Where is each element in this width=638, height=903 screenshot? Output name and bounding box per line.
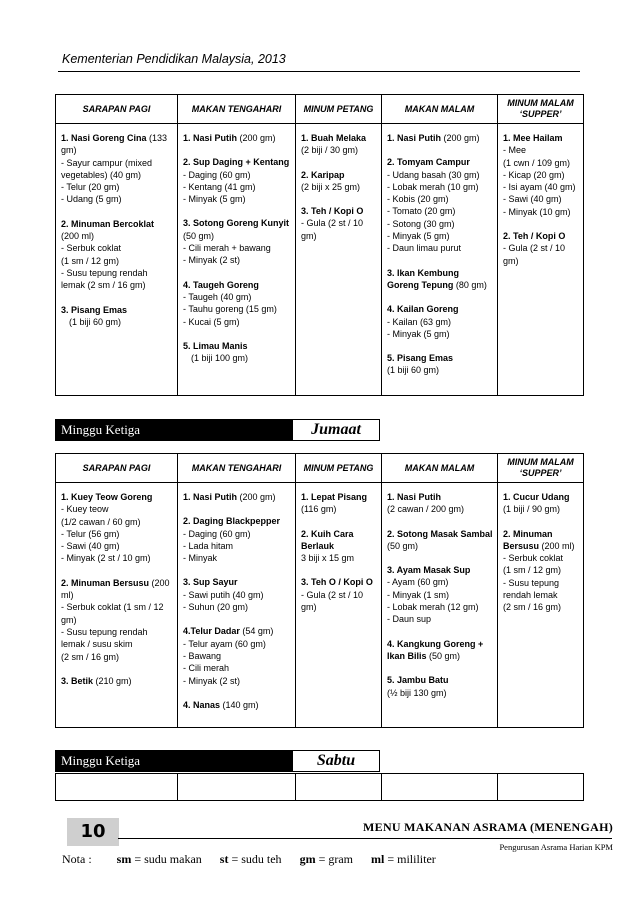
- menu-dish-item: 1. Nasi Putih (200 gm): [183, 133, 276, 143]
- menu-dish-item: 2. Sup Daging + Kentang: [183, 157, 290, 168]
- menu-dish-item: 3. Betik (210 gm): [61, 675, 132, 686]
- item-spacer: [61, 292, 173, 304]
- item-spacer: [183, 613, 291, 625]
- menu-ingredient-item: - Minyak (1 sm): [387, 589, 450, 600]
- item-spacer: [387, 626, 493, 638]
- table-body-row: [56, 483, 584, 728]
- cell-makan-malam: [382, 124, 498, 396]
- empty-cell: [382, 774, 498, 801]
- menu-dish-item: 1. Cucur Udang: [503, 492, 570, 502]
- menu-dish-item: 2. Minuman Bersusu (200 ml): [503, 528, 575, 551]
- footer-title: MENU MAKANAN ASRAMA (MENENGAH): [363, 820, 613, 834]
- menu-dish-item: 3. Teh / Kopi O: [301, 206, 364, 217]
- footer-subtitle: Pengurusan Asrama Harian KPM: [499, 842, 613, 852]
- menu-dish-item: 2. Kuih Cara Berlauk: [301, 528, 354, 551]
- menu-ingredient-item: - Serbuk coklat (1 sm / 12 gm): [61, 602, 164, 625]
- menu-dish-item: 4. Kangkung Goreng + Ikan Bilis (50 gm): [387, 638, 484, 661]
- col-header-makan-malam: MAKAN MALAM: [382, 454, 498, 483]
- item-spacer: [387, 340, 493, 352]
- menu-ingredient-item: (2 biji x 25 gm): [301, 181, 361, 192]
- menu-ingredient-item: - Isi ayam (40 gm): [503, 182, 576, 193]
- menu-ingredient-item: (2 sm / 16 gm): [503, 602, 562, 613]
- item-spacer: [183, 267, 291, 279]
- item-spacer: [183, 687, 291, 699]
- empty-cell: [56, 774, 178, 801]
- menu-ingredient-item: - Mee: [503, 145, 527, 156]
- menu-dish-item: 5. Limau Manis: [183, 340, 248, 351]
- menu-ingredient-item: - Lobak merah (12 gm): [387, 602, 479, 613]
- menu-ingredient-item: (1 biji 60 gm): [69, 316, 122, 327]
- menu-ingredient-item: - Gula (2 st / 10 gm): [301, 218, 364, 241]
- menu-dish-item: 1. Kuey Teow Goreng: [61, 492, 153, 502]
- menu-ingredient-item: - Gula (2 st / 10 gm): [301, 589, 364, 613]
- menu-ingredient-item: (2 cawan / 200 gm): [387, 504, 465, 515]
- menu-ingredient-item: - Kailan (63 gm): [387, 316, 452, 327]
- menu-ingredient-item: - Kobis (20 gm): [387, 194, 449, 205]
- item-spacer: [387, 144, 493, 156]
- col-header-makan-malam: MAKAN MALAM: [382, 95, 498, 124]
- legend-note: [62, 852, 458, 867]
- menu-dish-item: 1. Nasi Goreng Cina (133 gm): [61, 133, 168, 156]
- item-spacer: [301, 157, 377, 169]
- cell-minum-malam: [498, 124, 584, 396]
- col-header-minum-malam: MINUM MALAM ‘SUPPER’: [498, 454, 584, 483]
- menu-ingredient-item: - Sayur campur (mixed vegetables) (40 gm): [61, 157, 153, 180]
- menu-dish-item: 2. Sotong Masak Sambal (50 gm): [387, 528, 493, 551]
- menu-ingredient-item: - Minyak: [183, 553, 218, 564]
- menu-ingredient-item: - Minyak (2 st / 10 gm): [61, 553, 151, 564]
- item-spacer: [387, 255, 493, 267]
- menu-dish-item: 5. Jambu Batu: [387, 675, 449, 686]
- menu-ingredient-item: - Daging (60 gm): [183, 169, 251, 180]
- col-header-makan-tengahari: MAKAN TENGAHARI: [178, 95, 296, 124]
- item-spacer: [183, 205, 291, 217]
- menu-ingredient-item: - Kuey teow: [61, 504, 109, 515]
- item-spacer: [183, 564, 291, 576]
- item-spacer: [301, 193, 377, 205]
- legend-entry: st = sudu teh: [219, 852, 282, 866]
- menu-dish-item: 2. Karipap: [301, 169, 345, 180]
- item-spacer: [387, 552, 493, 564]
- menu-ingredient-item: - Sawi putih (40 gm): [183, 589, 264, 600]
- item-spacer: [503, 218, 579, 230]
- menu-ingredient-item: - Ayam (60 gm): [387, 577, 449, 588]
- menu-ingredient-item: - Telur ayam (60 gm): [183, 638, 266, 649]
- legend-note-items: [117, 852, 454, 866]
- menu-ingredient-item: - Daun limau purut: [387, 243, 462, 254]
- page-number: 10: [67, 818, 119, 846]
- col-header-minum-petang: MINUM PETANG: [296, 454, 382, 483]
- menu-ingredient-item: - Minyak (5 gm): [387, 328, 450, 339]
- menu-dish-item: 4. Taugeh Goreng: [183, 279, 259, 290]
- legend-entry: ml = mililiter: [371, 852, 436, 866]
- item-spacer: [387, 516, 493, 528]
- menu-dish-item: 3. Sup Sayur: [183, 577, 238, 588]
- menu-ingredient-item: - Daging (60 gm): [183, 528, 251, 539]
- item-spacer: [183, 144, 291, 156]
- item-spacer: [301, 564, 377, 576]
- table-header-row: [56, 95, 584, 124]
- cell-minum-malam: [498, 483, 584, 728]
- menu-ingredient-item: (1 biji / 90 gm): [503, 504, 561, 515]
- menu-dish-item: 1. Nasi Putih: [387, 492, 442, 502]
- menu-ingredient-item: (1 sm / 12 gm): [503, 565, 562, 576]
- col-header-minum-petang: MINUM PETANG: [296, 95, 382, 124]
- legend-note-label: Nota :: [62, 852, 92, 866]
- empty-cell: [296, 774, 382, 801]
- cell-minum-petang: [296, 483, 382, 728]
- menu-ingredient-item: - Cili merah + bawang: [183, 243, 271, 254]
- table-header-row: [56, 454, 584, 483]
- menu-ingredient-item: - Minyak (2 st): [183, 675, 241, 686]
- menu-ingredient-item: - Sawi (40 gm): [503, 194, 562, 205]
- menu-table-2: [55, 453, 584, 728]
- week-label-bar: Minggu Ketiga: [55, 750, 292, 772]
- cell-makan-malam: [382, 483, 498, 728]
- menu-dish-item: 5. Pisang Emas: [387, 353, 454, 364]
- menu-ingredient-item: - Udang basah (30 gm): [387, 169, 480, 180]
- menu-table-3-empty-row: [55, 773, 584, 801]
- menu-ingredient-item: - Suhun (20 gm): [183, 602, 249, 613]
- menu-ingredient-item: - Telur (56 gm): [61, 528, 120, 539]
- menu-ingredient-item: - Minyak (5 gm): [387, 231, 450, 242]
- legend-entry: sm = sudu makan: [116, 852, 202, 866]
- item-spacer: [503, 516, 579, 528]
- item-spacer: [183, 328, 291, 340]
- menu-dish-item: 4. Nanas (140 gm): [183, 699, 259, 710]
- menu-dish-item: 2. Minuman Bercoklat (200 ml): [61, 218, 155, 242]
- menu-dish-item: 4. Kailan Goreng: [387, 304, 459, 315]
- item-spacer: [387, 662, 493, 674]
- menu-dish-item: 3. Pisang Emas: [61, 304, 128, 315]
- menu-table-1: [55, 94, 584, 396]
- item-spacer: [301, 516, 377, 528]
- menu-ingredient-item: - Gula (2 st / 10 gm): [503, 243, 566, 266]
- menu-dish-item: 1. Lepat Pisang (116 gm): [301, 492, 368, 515]
- menu-ingredient-item: (1 sm / 12 gm): [61, 255, 120, 266]
- menu-dish-item: 3. Ayam Masak Sup: [387, 565, 471, 576]
- menu-ingredient-item: (1 cwn / 109 gm): [503, 157, 571, 168]
- menu-ingredient-item: - Telur (20 gm): [61, 182, 120, 193]
- menu-ingredient-item: - Kentang (41 gm): [183, 181, 256, 192]
- menu-ingredient-item: - Lada hitam: [183, 540, 234, 551]
- menu-ingredient-item: - Serbuk coklat: [61, 243, 122, 254]
- col-header-minum-malam: MINUM MALAM ‘SUPPER’: [498, 95, 584, 124]
- table-body-row: [56, 124, 584, 396]
- cell-makan-tengahari: [178, 483, 296, 728]
- day-label-jumaat: Jumaat: [292, 419, 380, 441]
- menu-ingredient-item: - Minyak (5 gm): [183, 194, 246, 205]
- col-header-makan-tengahari: MAKAN TENGAHARI: [178, 454, 296, 483]
- menu-ingredient-item: (1 biji 100 gm): [191, 353, 249, 364]
- menu-dish-item: 2. Teh / Kopi O: [503, 231, 566, 242]
- empty-cell: [498, 774, 584, 801]
- cell-sarapan-pagi: [56, 483, 178, 728]
- week-label-bar: Minggu Ketiga: [55, 419, 292, 441]
- menu-ingredient-item: (2 sm / 16 gm): [61, 651, 120, 662]
- menu-ingredient-item: - Kucai (5 gm): [183, 316, 240, 327]
- menu-ingredient-item: - Susu tepung rendah lemak: [503, 577, 560, 601]
- header-divider: [58, 71, 580, 72]
- menu-dish-item: 3. Teh O / Kopi O: [301, 577, 373, 588]
- footer-divider: [118, 838, 612, 839]
- menu-ingredient-item: - Susu tepung rendah lemak (2 sm / 16 gm): [61, 267, 148, 291]
- item-spacer: [61, 206, 173, 218]
- menu-ingredient-item: - Minyak (2 st): [183, 255, 241, 266]
- col-header-sarapan-pagi: SARAPAN PAGI: [56, 95, 178, 124]
- menu-dish-item: 1. Buah Melaka: [301, 133, 367, 143]
- menu-ingredient-item: - Udang (5 gm): [61, 194, 122, 205]
- document-header-title: Kementerian Pendidikan Malaysia, 2013: [62, 52, 286, 66]
- menu-ingredient-item: - Kicap (20 gm): [503, 169, 565, 180]
- menu-ingredient-item: (1/2 cawan / 60 gm): [61, 516, 141, 527]
- item-spacer: [387, 291, 493, 303]
- menu-ingredient-item: (½ biji 130 gm): [387, 687, 447, 698]
- cell-minum-petang: [296, 124, 382, 396]
- menu-ingredient-item: 3 biji x 15 gm: [301, 553, 355, 564]
- menu-dish-item: 4.Telur Dadar (54 gm): [183, 626, 274, 637]
- menu-ingredient-item: - Lobak merah (10 gm): [387, 181, 479, 192]
- menu-dish-item: 2. Tomyam Campur: [387, 157, 470, 168]
- day-label-sabtu: Sabtu: [292, 750, 380, 772]
- menu-ingredient-item: - Susu tepung rendah lemak / susu skim: [61, 626, 148, 650]
- menu-ingredient-item: - Taugeh (40 gm): [183, 291, 252, 302]
- menu-ingredient-item: - Bawang: [183, 650, 222, 661]
- menu-ingredient-item: (1 biji 60 gm): [387, 365, 440, 376]
- menu-ingredient-item: - Tomato (20 gm): [387, 206, 456, 217]
- cell-makan-tengahari: [178, 124, 296, 396]
- menu-dish-item: 3. Ikan Kembung Goreng Tepung (80 gm): [387, 267, 487, 290]
- empty-cell: [178, 774, 296, 801]
- item-spacer: [183, 503, 291, 515]
- menu-ingredient-item: - Serbuk coklat: [503, 553, 564, 564]
- menu-ingredient-item: - Sotong (30 gm): [387, 218, 455, 229]
- cell-sarapan-pagi: [56, 124, 178, 396]
- menu-dish-item: 1. Mee Hailam: [503, 133, 563, 143]
- menu-ingredient-item: - Minyak (10 gm): [503, 206, 571, 217]
- menu-dish-item: 2. Minuman Bersusu (200 ml): [61, 577, 170, 601]
- menu-dish-item: 1. Nasi Putih (200 gm): [387, 133, 480, 143]
- menu-dish-item: 2. Daging Blackpepper: [183, 516, 281, 527]
- legend-entry: gm = gram: [299, 852, 353, 866]
- item-spacer: [61, 565, 173, 577]
- menu-ingredient-item: - Sawi (40 gm): [61, 541, 120, 552]
- menu-dish-item: 1. Nasi Putih (200 gm): [183, 492, 276, 502]
- menu-ingredient-item: - Tauhu goreng (15 gm): [183, 304, 277, 315]
- menu-ingredient-item: - Cili merah: [183, 663, 230, 674]
- menu-ingredient-item: (2 biji / 30 gm): [301, 145, 359, 156]
- col-header-sarapan-pagi: SARAPAN PAGI: [56, 454, 178, 483]
- menu-dish-item: 3. Sotong Goreng Kunyit (50 gm): [183, 218, 289, 241]
- item-spacer: [61, 663, 173, 675]
- menu-ingredient-item: - Daun sup: [387, 614, 432, 625]
